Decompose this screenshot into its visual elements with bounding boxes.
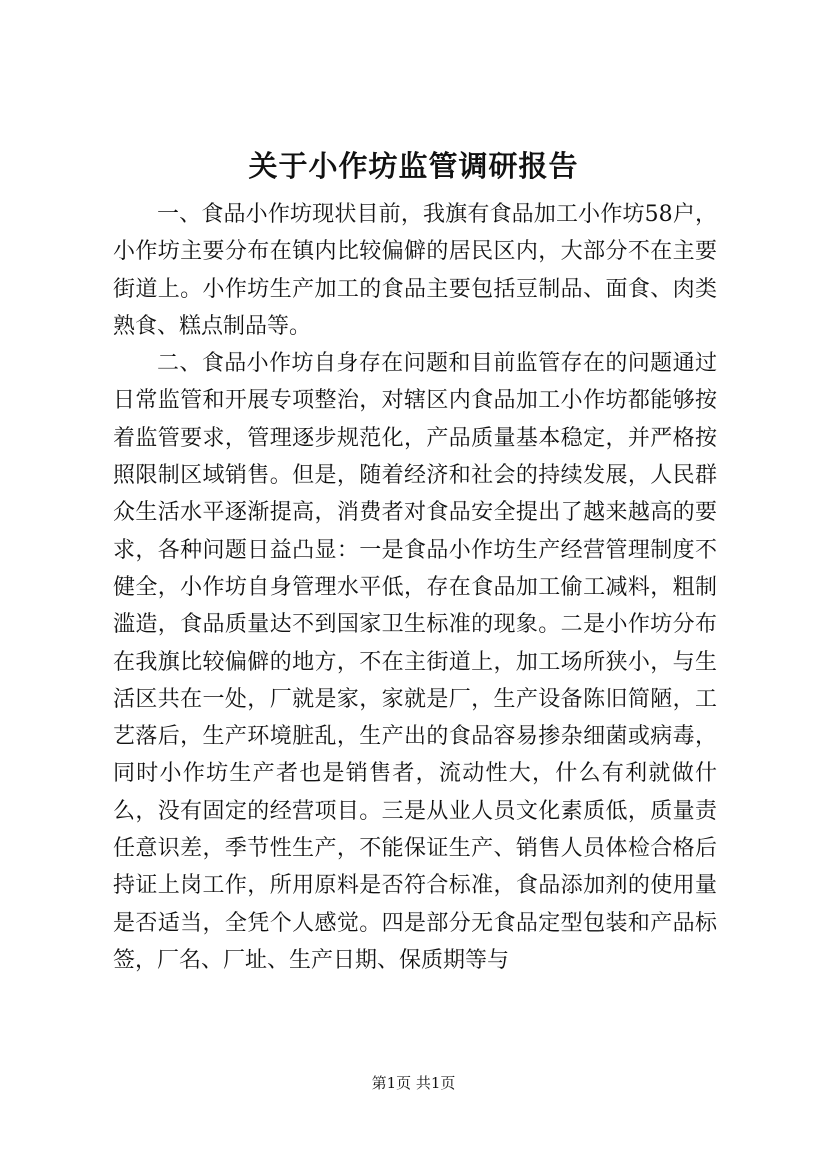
document-body <box>113 196 717 979</box>
page-footer: 第1页 共1页 <box>371 1074 456 1092</box>
page-title: 关于小作坊监管调研报告 <box>248 149 579 183</box>
paragraph-2: 二、食品小作坊自身存在问题和目前监管存在的问题通过日常监管和开展专项整治，对辖区内食品加工小作坊都能够按着监管要求，管理逐步规范化，产品质量基本稳定，并严格按照限制区域销售。但是，随着经济和社会的持续发展，人民群众生活水平逐渐提高，消费者对食品安全提出了越来越高的要求，各种问题日益凸显：一是食品小作坊生产经营管理制度不健全，小作坊自身管理水平低，存在食品加工偷工减料，粗制滥造，食品质量达不到国家卫生标准的现象。二是小作坊分布在我旗比较偏僻的地方，不在主街道上，加工场所狭小，与生活区共在一处，厂就是家，家就是厂，生产设备陈旧简陋，工艺落后，生产环境脏乱，生产出的食品容易掺杂细菌或病毒，同时小作坊生产者也是销售者，流动性大，什么有利就做什么，没有固定的经营项目。三是从业人员文化素质低，质量责任意识差，季节性生产，不能保证生产、销售人员体检合格后持证上岗工作，所用原料是否符合标准，食品添加剂的使用量是否适当，全凭个人感觉。四是部分无食品定型包装和产品标签，厂名、厂址、生产日期、保质期等与 <box>113 351 717 973</box>
paragraph-1: 一、食品小作坊现状目前，我旗有食品加工小作坊58户，小作坊主要分布在镇内比较偏僻的居民区内，大部分不在主要街道上。小作坊生产加工的食品主要包括豆制品、面食、肉类熟食、糕点制品等。 <box>113 202 717 339</box>
